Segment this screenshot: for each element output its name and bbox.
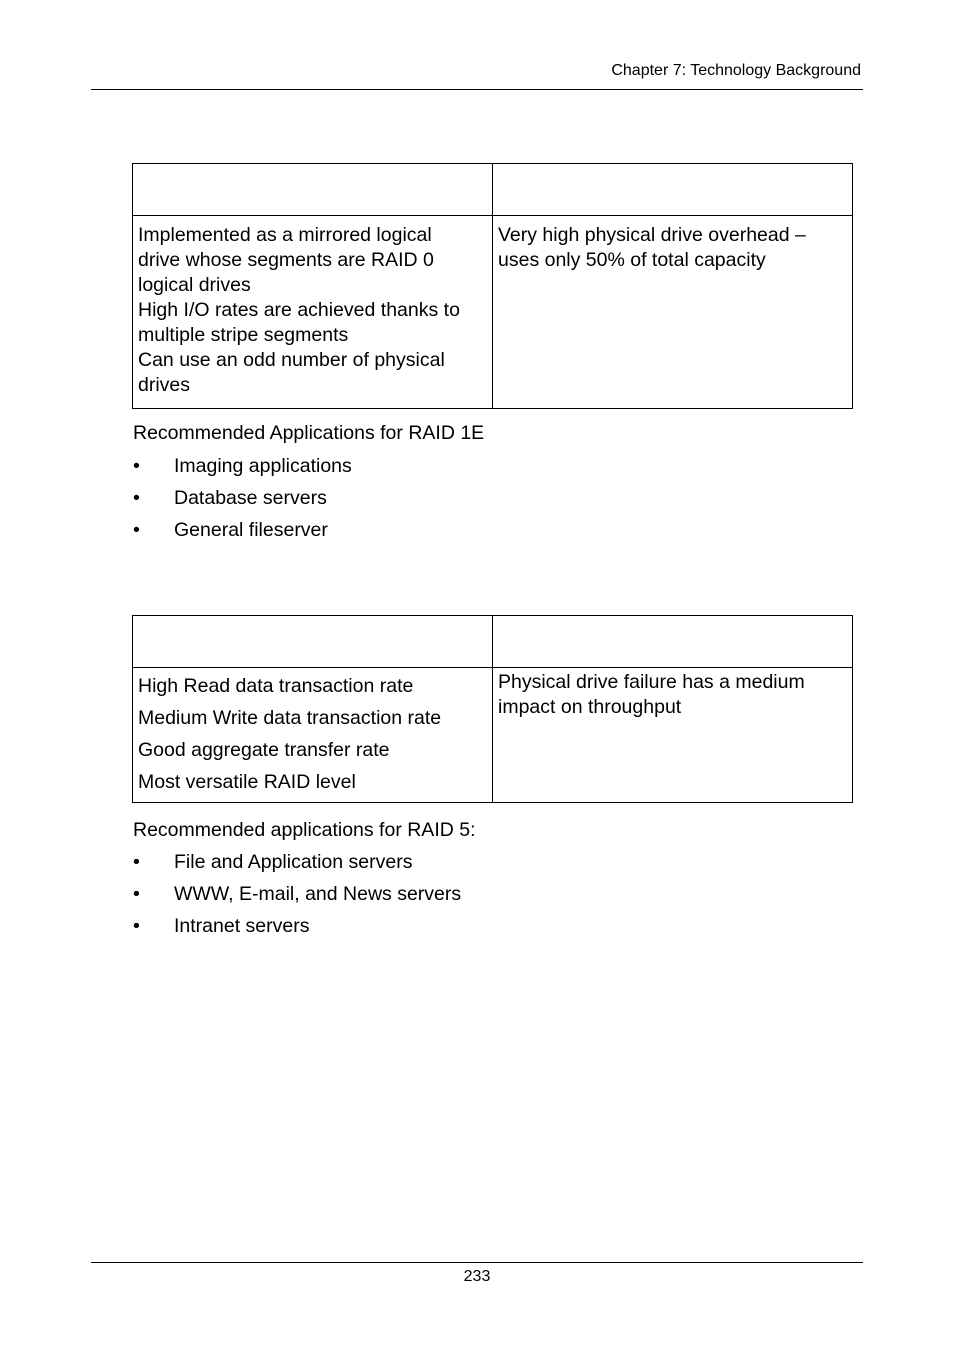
table-header-disadvantages bbox=[493, 164, 853, 216]
table-header-advantages bbox=[133, 616, 493, 668]
advantage-line: High I/O rates are achieved thanks to bbox=[138, 299, 460, 321]
advantage-line: Implemented as a mirrored logical bbox=[138, 224, 432, 246]
list-item-text: WWW, E-mail, and News servers bbox=[174, 883, 462, 905]
list-item bbox=[133, 882, 461, 914]
table-header-advantages bbox=[133, 164, 493, 216]
disadvantages-cell bbox=[493, 216, 853, 409]
header-rule bbox=[91, 89, 863, 90]
running-header: Chapter 7: Technology Background bbox=[611, 62, 861, 79]
advantage-line: Good aggregate transfer rate bbox=[138, 739, 390, 761]
advantage-line: drive whose segments are RAID 0 bbox=[138, 249, 434, 271]
list-item-text: Database servers bbox=[174, 487, 327, 509]
list-item-text: Imaging applications bbox=[174, 455, 352, 477]
disadvantage-line: Very high physical drive overhead – bbox=[498, 224, 806, 246]
bullet-icon: • bbox=[133, 915, 140, 937]
bullet-icon: • bbox=[133, 883, 140, 905]
list-item bbox=[133, 454, 352, 486]
table-header-row bbox=[133, 164, 853, 216]
list-item bbox=[133, 914, 461, 946]
disadvantage-line: Physical drive failure has a medium bbox=[498, 671, 805, 693]
raid1e-applications-list bbox=[133, 454, 352, 550]
disadvantages-cell bbox=[493, 668, 853, 803]
advantage-line: logical drives bbox=[138, 274, 251, 296]
advantage-line: Most versatile RAID level bbox=[138, 771, 356, 793]
raid5-applications-list bbox=[133, 850, 461, 946]
footer-rule bbox=[91, 1262, 863, 1263]
raid1e-table bbox=[132, 163, 853, 409]
raid1e-applications-caption: Recommended Applications for RAID 1E bbox=[133, 422, 485, 444]
advantage-line: Medium Write data transaction rate bbox=[138, 707, 442, 729]
advantage-line: drives bbox=[138, 374, 191, 396]
bullet-icon: • bbox=[133, 519, 140, 541]
table-header-disadvantages bbox=[493, 616, 853, 668]
table-row bbox=[133, 216, 853, 409]
bullet-icon: • bbox=[133, 455, 140, 477]
disadvantage-line: uses only 50% of total capacity bbox=[498, 249, 766, 271]
bullet-icon: • bbox=[133, 487, 140, 509]
list-item bbox=[133, 850, 461, 882]
list-item bbox=[133, 518, 352, 550]
bullet-icon: • bbox=[133, 851, 140, 873]
list-item bbox=[133, 486, 352, 518]
list-item-text: File and Application servers bbox=[174, 851, 413, 873]
advantages-cell bbox=[133, 216, 493, 409]
table-row bbox=[133, 668, 853, 803]
list-item-text: Intranet servers bbox=[174, 915, 310, 937]
raid5-applications-caption: Recommended applications for RAID 5: bbox=[133, 819, 476, 841]
advantage-line: Can use an odd number of physical bbox=[138, 349, 445, 371]
disadvantage-line: impact on throughput bbox=[498, 696, 682, 718]
advantages-cell bbox=[133, 668, 493, 803]
list-item-text: General fileserver bbox=[174, 519, 328, 541]
raid5-table bbox=[132, 615, 853, 803]
advantage-line: High Read data transaction rate bbox=[138, 675, 414, 697]
advantage-line: multiple stripe segments bbox=[138, 324, 349, 346]
page-number: 233 bbox=[463, 1268, 491, 1285]
table-header-row bbox=[133, 616, 853, 668]
